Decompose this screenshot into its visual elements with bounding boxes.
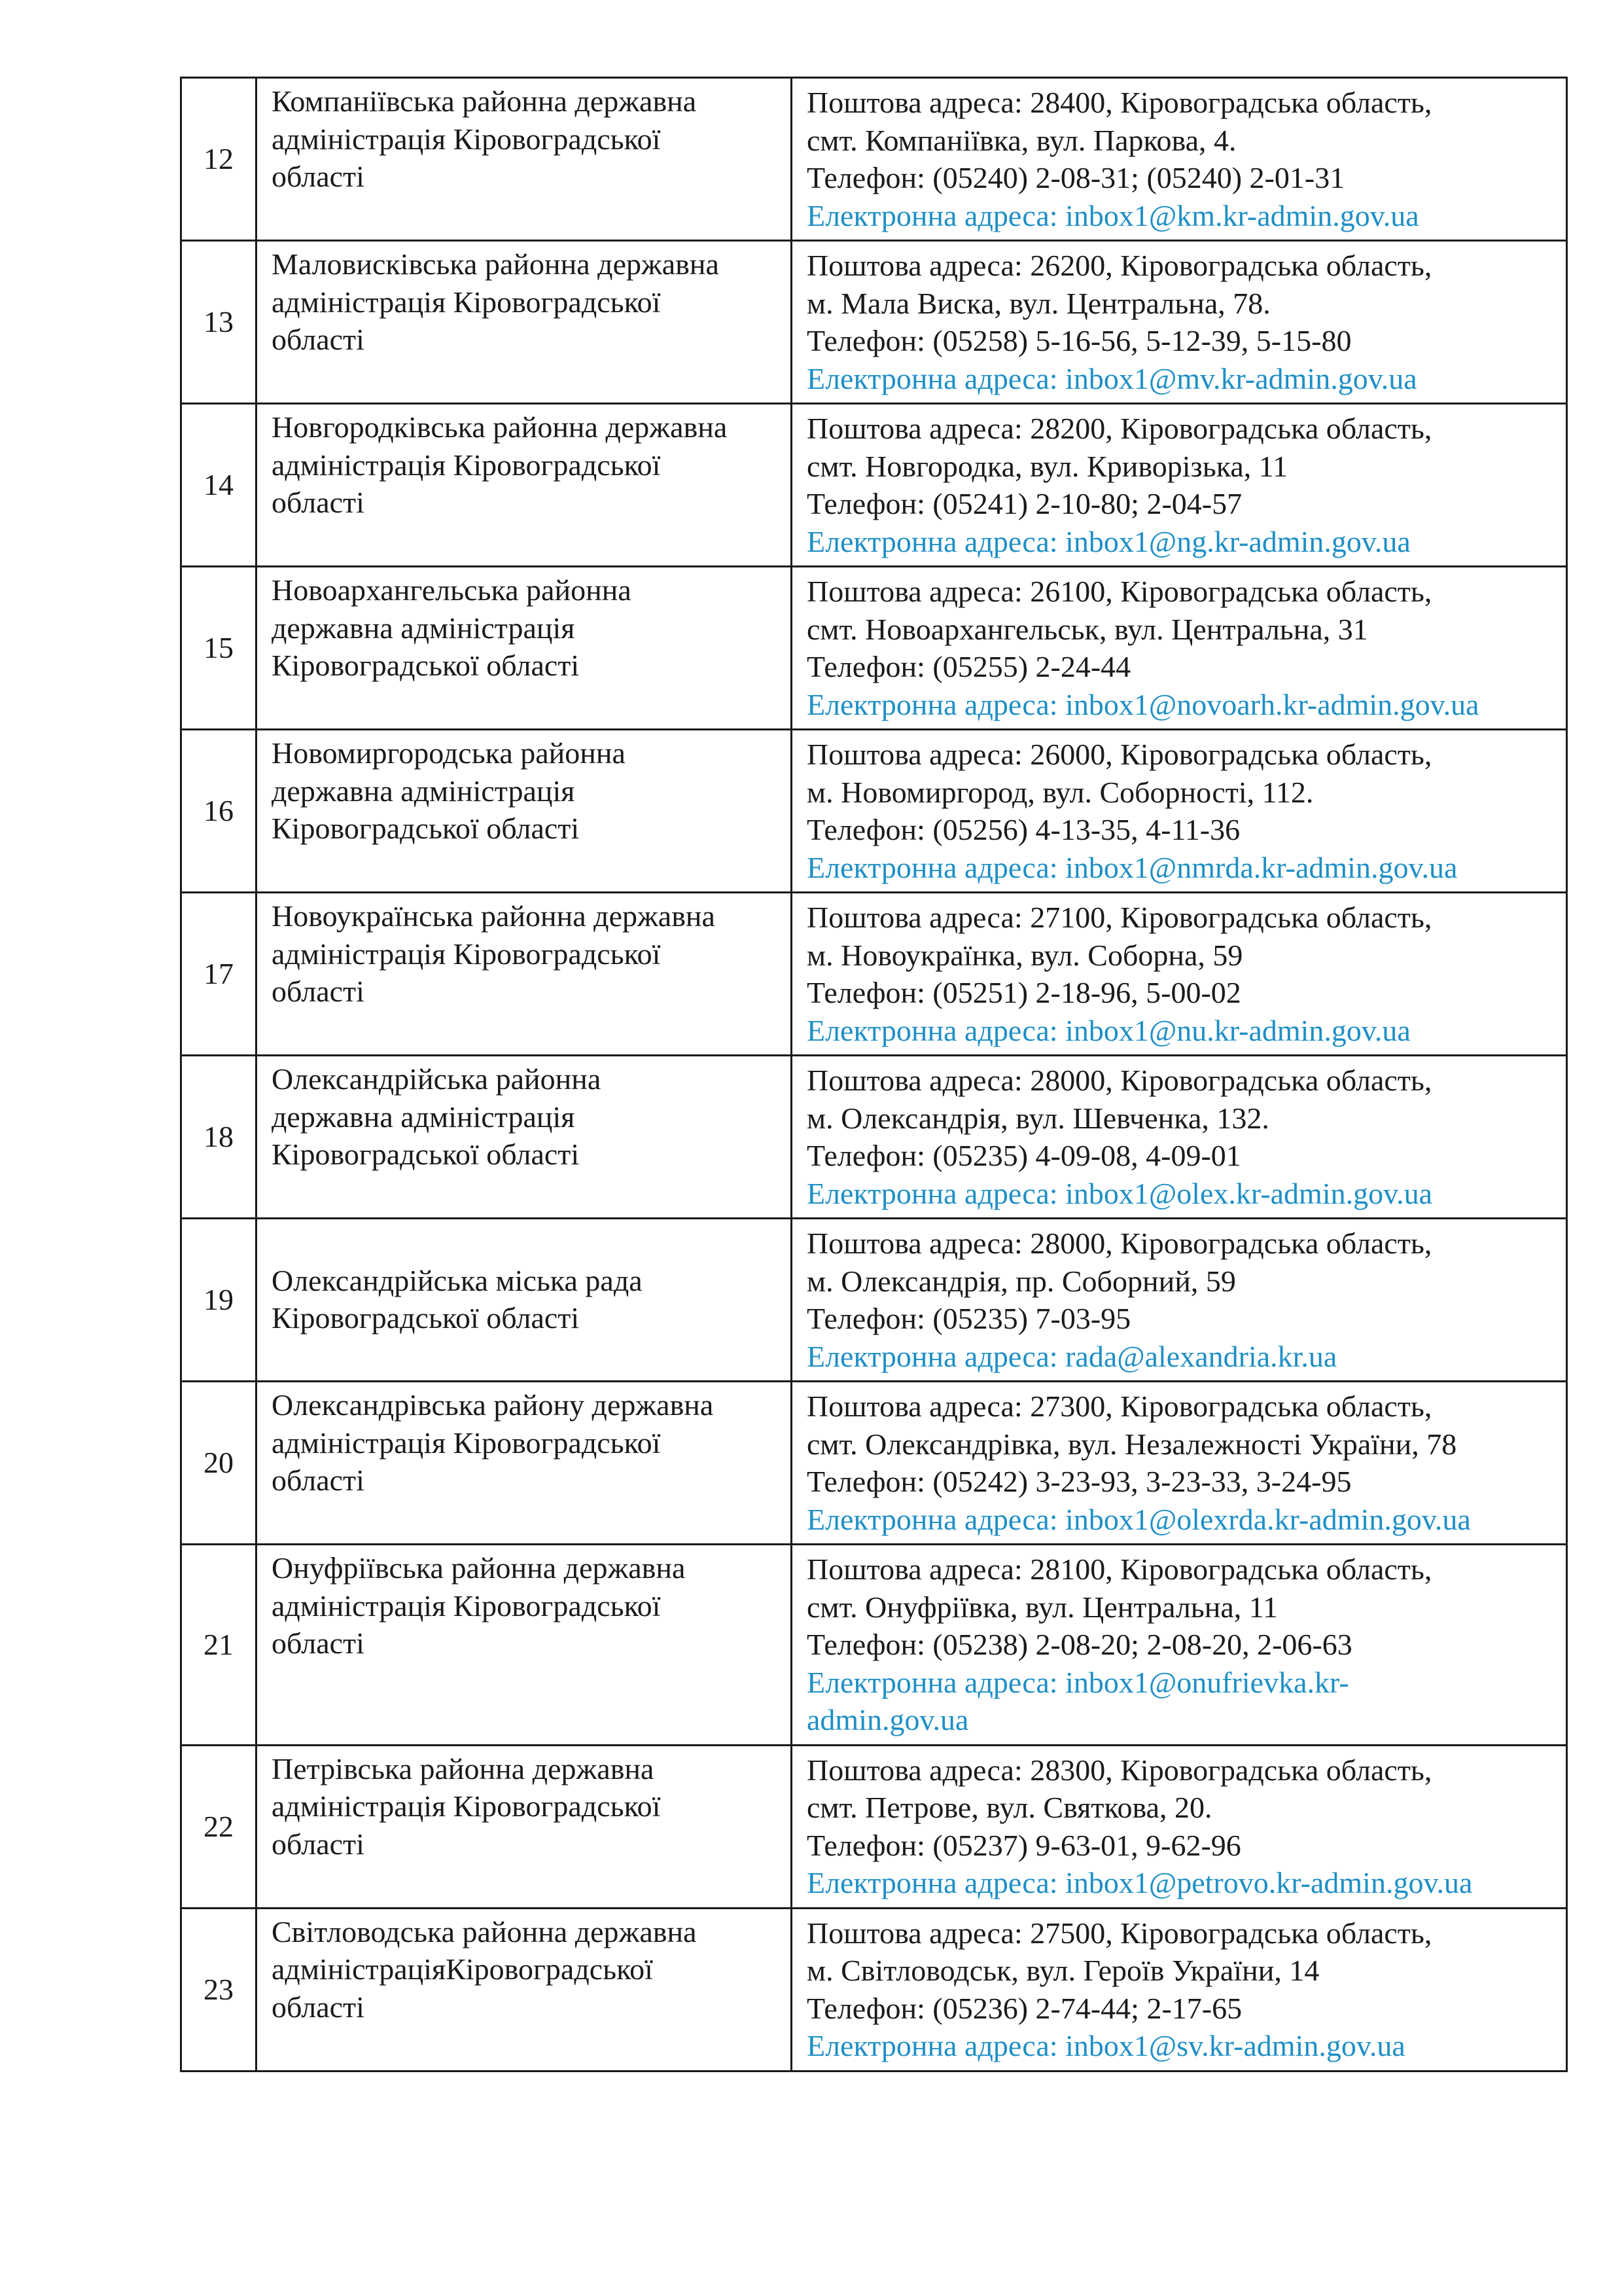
organization-name-line: державна адміністрація [272,611,575,645]
row-number: 15 [181,567,256,730]
email-link[interactable] [807,1338,1559,1376]
organization-name-cell [256,1545,792,1746]
organization-name-line: Маловисківська районна державна [272,247,719,281]
street-address-line: смт. Новгородка, вул. Криворізька, 11 [807,449,1288,483]
organization-name-line: Кіровоградської області [272,812,580,845]
postal-address-line: Поштова адреса: 28400, Кіровоградська область, [807,86,1432,119]
organization-name-cell [256,1908,792,2071]
organization-name-line: Новоархангельська районна [272,573,631,607]
organization-name-cell [256,1745,792,1908]
phone-line: Телефон: (05258) 5-16-56, 5-12-39, 5-15-80 [807,324,1352,357]
organization-name-line: Новомиргородська районна [272,736,626,770]
organization-name-line: області [272,1626,364,1660]
organization-name-cell [256,404,792,567]
organization-name-line: Онуфріївська районна державна [272,1551,686,1585]
phone-line: Телефон: (05237) 9-63-01, 9-62-96 [807,1828,1241,1862]
row-number: 19 [181,1219,256,1382]
row-number: 18 [181,1056,256,1219]
phone-line: Телефон: (05242) 3-23-93, 3-23-33, 3-24-95 [807,1465,1352,1498]
organization-name-cell [256,567,792,730]
email-link[interactable] [807,523,1559,561]
organization-name-cell [256,1219,792,1382]
table-row [181,1219,1567,1382]
street-address-line: м. Світловодськ, вул. Героїв України, 14 [807,1954,1320,1987]
contact-info-cell [792,567,1567,730]
postal-address-line: Поштова адреса: 26100, Кіровоградська область, [807,575,1432,608]
contact-info-cell [792,1056,1567,1219]
organization-name-line: адміністрація Кіровоградської [272,448,661,482]
email-text: Електронна адреса: inbox1@km.kr-admin.gov.ua [807,198,1419,232]
table-row [181,404,1567,567]
organization-name-line: області [272,1827,364,1861]
email-text: Електронна адреса: inbox1@novoarh.kr-admin.gov.ua [807,687,1479,721]
street-address-line: смт. Компаніївка, вул. Паркова, 4. [807,123,1237,157]
street-address-line: м. Новоукраїнка, вул. Соборна, 59 [807,938,1243,972]
table-row [181,567,1567,730]
email-text: Електронна адреса: inbox1@petrovo.kr-admin.gov.ua [807,1866,1473,1899]
phone-line: Телефон: (05236) 2-74-44; 2-17-65 [807,1991,1243,2025]
email-text: Електронна адреса: rada@alexandria.kr.ua [807,1339,1337,1373]
email-link[interactable] [807,1664,1559,1739]
table-row [181,1908,1567,2071]
phone-line: Телефон: (05235) 4-09-08, 4-09-01 [807,1139,1241,1172]
contact-info-cell [792,893,1567,1056]
contacts-table-body [181,78,1567,2072]
row-number: 21 [181,1545,256,1746]
row-number: 20 [181,1382,256,1545]
organization-name-line: Новгородківська районна державна [272,410,728,444]
email-link[interactable] [807,849,1559,887]
street-address-line: смт. Петрове, вул. Святкова, 20. [807,1791,1212,1824]
postal-address-line: Поштова адреса: 28000, Кіровоградська область, [807,1064,1432,1097]
street-address-line: смт. Онуфріївка, вул. Центральна, 11 [807,1590,1279,1624]
contact-info-cell [792,241,1567,404]
organization-name-line: Кіровоградської області [272,1138,580,1171]
organization-name-line: Кіровоградської області [272,1301,580,1335]
contact-info-cell [792,1908,1567,2071]
organization-name-cell [256,241,792,404]
table-row [181,1056,1567,1219]
organization-name-line: області [272,486,364,519]
email-link[interactable] [807,686,1559,724]
email-text: Електронна адреса: inbox1@mv.kr-admin.gov.ua [807,361,1417,395]
row-number: 23 [181,1908,256,2071]
organization-name-cell [256,893,792,1056]
contact-info-cell [792,1382,1567,1545]
contact-info-cell [792,404,1567,567]
email-link[interactable] [807,1175,1559,1213]
organization-name-line: адміністрація Кіровоградської [272,1789,661,1823]
street-address-line: м. Олександрія, пр. Соборний, 59 [807,1264,1236,1298]
table-row [181,78,1567,241]
postal-address-line: Поштова адреса: 28100, Кіровоградська область, [807,1552,1432,1586]
email-link[interactable] [807,2027,1559,2065]
email-text: Електронна адреса: inbox1@olex.kr-admin.gov.ua [807,1176,1433,1210]
organization-name-cell [256,1382,792,1545]
organization-name-cell [256,1056,792,1219]
postal-address-line: Поштова адреса: 26000, Кіровоградська область, [807,738,1432,771]
table-row [181,1745,1567,1908]
phone-line: Телефон: (05235) 7-03-95 [807,1302,1131,1335]
organization-name-line: державна адміністрація [272,774,575,808]
row-number: 17 [181,893,256,1056]
email-link[interactable] [807,1864,1559,1902]
email-link[interactable] [807,1012,1559,1050]
street-address-line: смт. Новоархангельськ, вул. Центральна, 31 [807,612,1368,646]
table-row [181,241,1567,404]
postal-address-line: Поштова адреса: 27300, Кіровоградська область, [807,1390,1432,1423]
row-number: 13 [181,241,256,404]
postal-address-line: Поштова адреса: 27500, Кіровоградська область, [807,1916,1432,1950]
postal-address-line: Поштова адреса: 28300, Кіровоградська область, [807,1753,1432,1787]
organization-name-line: області [272,975,364,1008]
row-number: 12 [181,78,256,241]
organization-name-line: Новоукраїнська районна державна [272,899,715,933]
street-address-line: м. Новомиргород, вул. Соборності, 112. [807,775,1314,809]
organization-name-line: області [272,323,364,356]
phone-line: Телефон: (05241) 2-10-80; 2-04-57 [807,487,1243,520]
organization-name-line: Світловодська районна державна [272,1914,697,1948]
email-link[interactable] [807,197,1559,235]
table-row [181,1545,1567,1746]
row-number: 14 [181,404,256,567]
email-text: Електронна адреса: inbox1@ng.kr-admin.gov.ua [807,524,1411,558]
street-address-line: м. Олександрія, вул. Шевченка, 132. [807,1101,1269,1135]
phone-line: Телефон: (05240) 2-08-31; (05240) 2-01-31 [807,161,1345,194]
street-address-line: м. Мала Виска, вул. Центральна, 78. [807,286,1271,320]
postal-address-line: Поштова адреса: 26200, Кіровоградська область, [807,249,1432,282]
phone-line: Телефон: (05238) 2-08-20; 2-08-20, 2-06-63 [807,1628,1352,1661]
postal-address-line: Поштова адреса: 28200, Кіровоградська область, [807,412,1432,445]
row-number: 16 [181,730,256,893]
contact-info-cell [792,1745,1567,1908]
email-link[interactable] [807,360,1559,398]
email-text: admin.gov.ua [807,1703,969,1736]
organization-name-line: адміністрація Кіровоградської [272,285,661,319]
organization-name-cell [256,78,792,241]
contact-info-cell [792,1219,1567,1382]
phone-line: Телефон: (05251) 2-18-96, 5-00-02 [807,976,1241,1009]
organization-name-line: адміністрація Кіровоградської [272,937,661,971]
organization-name-line: Петрівська районна державна [272,1751,654,1785]
organization-name-line: адміністрація Кіровоградської [272,122,661,156]
contact-info-cell [792,78,1567,241]
email-link[interactable] [807,1501,1559,1539]
organization-name-line: адміністрація Кіровоградської [272,1588,661,1623]
organization-name-line: області [272,1463,364,1497]
organization-name-line: області [272,160,364,193]
email-text: Електронна адреса: inbox1@nu.kr-admin.gov.ua [807,1013,1411,1047]
postal-address-line: Поштова адреса: 28000, Кіровоградська область, [807,1227,1432,1260]
email-text: Електронна адреса: inbox1@sv.kr-admin.gov.ua [807,2029,1405,2062]
contact-info-cell [792,730,1567,893]
organization-name-line: Компаніївська районна державна [272,84,697,118]
table-row [181,1382,1567,1545]
email-text: Електронна адреса: inbox1@nmrda.kr-admin.gov.ua [807,850,1458,884]
street-address-line: смт. Олександрівка, вул. Незалежності України, 78 [807,1427,1457,1461]
organization-name-line: Кіровоградської області [272,649,580,682]
table-row [181,730,1567,893]
email-text: Електронна адреса: inbox1@onufrievka.kr- [807,1665,1349,1699]
phone-line: Телефон: (05255) 2-24-44 [807,650,1131,683]
email-text: Електронна адреса: inbox1@olexrda.kr-admin.gov.ua [807,1502,1471,1536]
table-row [181,893,1567,1056]
organization-name-line: адміністраціяКіровоградської [272,1952,653,1986]
organization-name-line: державна адміністрація [272,1100,575,1134]
organization-name-line: адміністрація Кіровоградської [272,1426,661,1460]
organization-name-line: області [272,1990,364,2024]
organization-name-line: Олександрійська районна [272,1062,601,1096]
contacts-table [180,77,1568,2072]
postal-address-line: Поштова адреса: 27100, Кіровоградська область, [807,901,1432,934]
phone-line: Телефон: (05256) 4-13-35, 4-11-36 [807,813,1241,846]
organization-name-line: Олександрійська міська рада [272,1263,643,1297]
contact-info-cell [792,1545,1567,1746]
organization-name-line: Олександрівська району державна [272,1388,714,1422]
row-number: 22 [181,1745,256,1908]
organization-name-cell [256,730,792,893]
